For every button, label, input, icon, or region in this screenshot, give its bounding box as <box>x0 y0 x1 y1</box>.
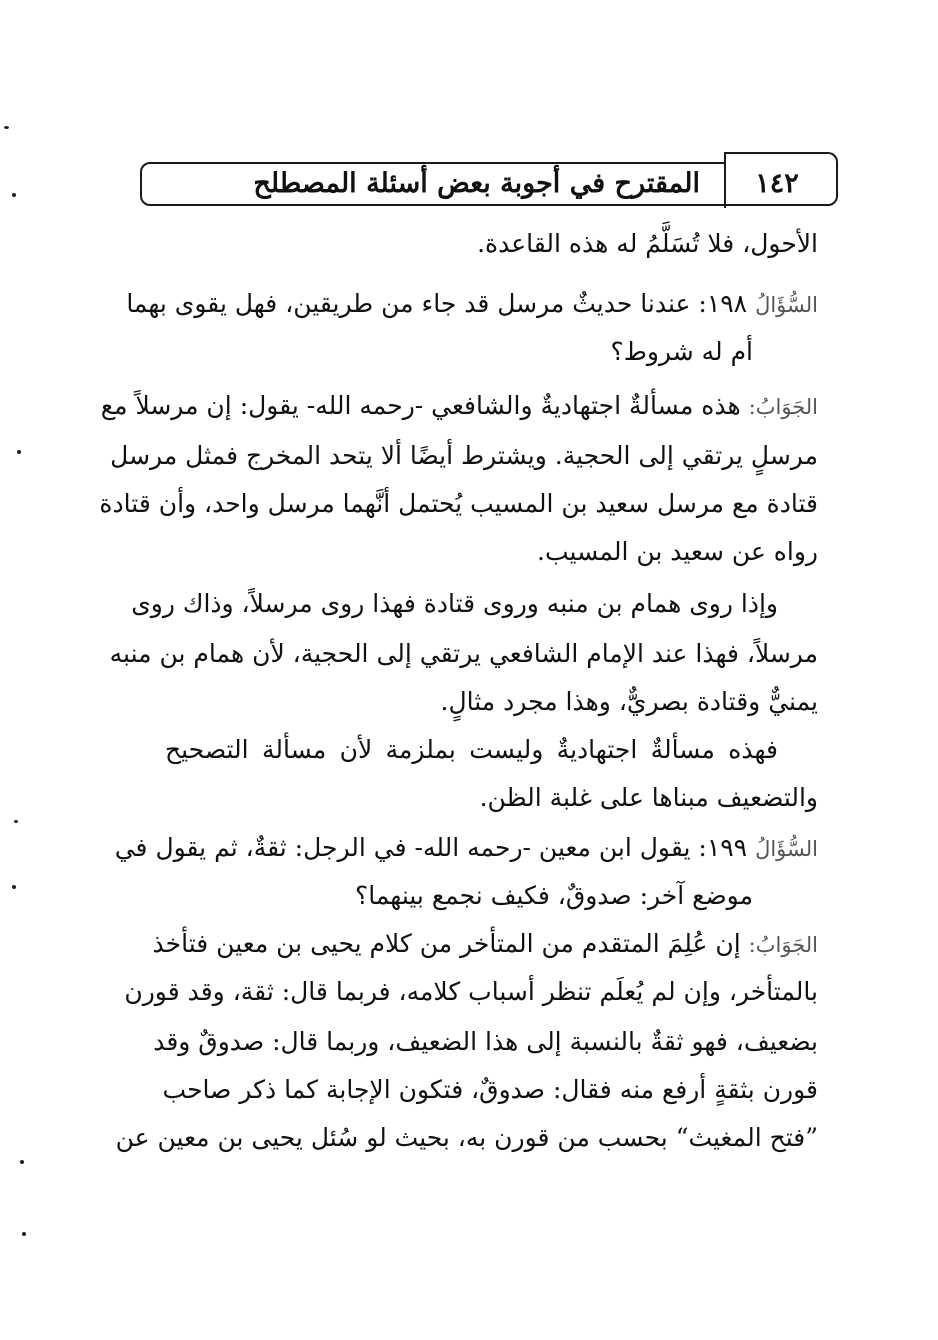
scan-mark <box>22 1232 26 1236</box>
question-199-text: ١٩٩: يقول ابن معين -رحمه الله- في الرجل: ثقةٌ، ثم يقول في <box>114 833 748 862</box>
scan-mark <box>20 1160 24 1164</box>
answer-199-text: إن عُلِمَ المتقدم من المتأخر من كلام يحيى بن معين فتأخذ <box>152 929 741 958</box>
running-title: المقترح في أجوبة بعض أسئلة المصطلح <box>253 168 700 199</box>
text-line-7: رواه عن سعيد بن المسيب. <box>537 537 818 566</box>
question-198-line-2: أم له شروط؟ <box>610 337 753 366</box>
scan-mark <box>14 820 18 823</box>
text-line-19: ”فتح المغيث“ بحسب من قورن به، بحيث لو سُئل يحيى بن معين عن <box>115 1123 818 1152</box>
text-line-9: مرسلاً، فهذا عند الإمام الشافعي يرتقي إلى الحجية، لأن همام بن منبه <box>109 639 818 668</box>
question-199-line-1 <box>114 830 818 867</box>
answer-199-line-1 <box>152 926 818 963</box>
question-198-text: ١٩٨: عندنا حديثٌ مرسل قد جاء من طريقين، فهل يقوى بهما <box>126 289 748 318</box>
header-divider <box>724 152 726 208</box>
answer-label: الجَوَابُ: <box>748 395 818 419</box>
answer-198-text: هذه مسألةٌ اجتهاديةٌ والشافعي -رحمه الله- يقول: إن مرسلاً مع <box>100 391 741 420</box>
question-198-line-1 <box>126 286 818 323</box>
question-199-line-2: موضع آخر: صدوقٌ، فكيف نجمع بينهما؟ <box>354 881 753 910</box>
text-line-12: والتضعيف مبناها على غلبة الظن. <box>479 783 818 812</box>
scan-mark <box>12 193 16 197</box>
text-line-18: قورن بثقةٍ أرفع منه فقال: صدوقٌ، فتكون الإجابة كما ذكر صاحب <box>162 1075 818 1104</box>
scan-mark <box>12 885 16 889</box>
question-label: السُّؤَالُ <box>755 837 818 861</box>
text-line-1: الأحول، فلا تُسَلَّمُ له هذه القاعدة. <box>477 229 818 258</box>
answer-label: الجَوَابُ: <box>748 933 818 957</box>
answer-198-line-1 <box>100 388 818 425</box>
scan-mark <box>17 450 21 454</box>
text-line-11: فهذه مسألةٌ اجتهاديةٌ وليست بملزمة لأن مسألة التصحيح <box>165 735 778 764</box>
text-line-16: بالمتأخر، وإن لم يُعلَم تنظر أسباب كلامه، فربما قال: ثقة، وقد قورن <box>124 977 818 1006</box>
text-line-6: قتادة مع مرسل سعيد بن المسيب يُحتمل أنَّهما مرسل واحد، وأن قتادة <box>99 489 818 518</box>
question-label: السُّؤَالُ <box>755 293 818 317</box>
page-number: ١٤٢ <box>755 168 799 199</box>
text-line-17: بضعيف، فهو ثقةٌ بالنسبة إلى هذا الضعيف، وربما قال: صدوقٌ وقد <box>153 1027 818 1056</box>
text-line-10: يمنيٌّ وقتادة بصريٌّ، وهذا مجرد مثالٍ. <box>440 687 818 716</box>
text-line-8: وإذا روى همام بن منبه وروى قتادة فهذا روى مرسلاً، وذاك روى <box>131 589 778 618</box>
scan-mark <box>4 126 9 129</box>
text-line-5: مرسلٍ يرتقي إلى الحجية. ويشترط أيضًا ألا يتحد المخرج فمثل مرسل <box>110 441 818 470</box>
